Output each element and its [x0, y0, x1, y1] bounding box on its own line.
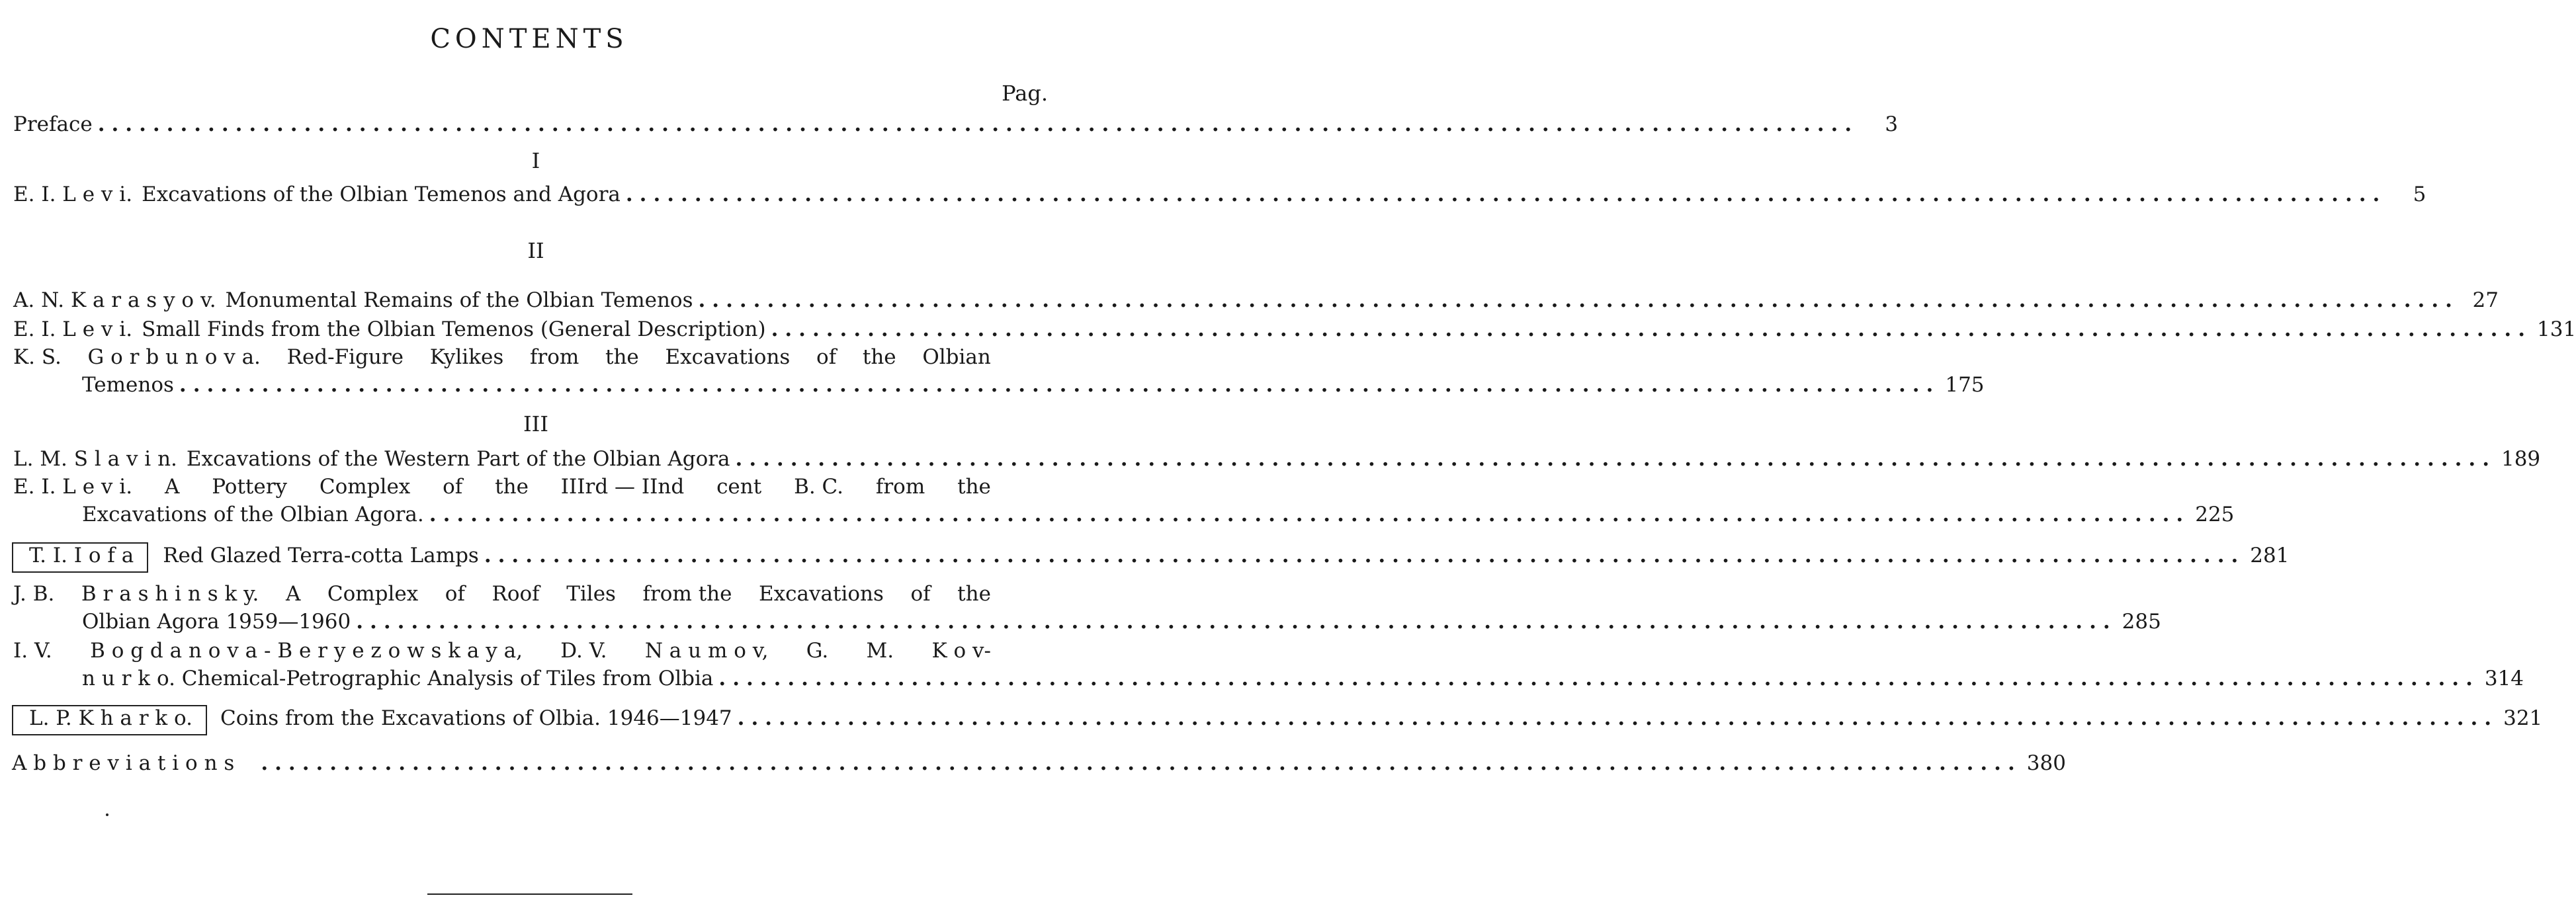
entry-word: the [957, 475, 991, 499]
entry-word: of [443, 475, 463, 499]
entry-title: Small Finds from the Olbian Temenos (General Description) [142, 317, 766, 341]
entry-word: cent [716, 475, 762, 499]
entry-word: Tiles [566, 582, 616, 606]
page-number: 321 [2503, 706, 2543, 730]
entry-word: M. [866, 639, 894, 663]
toc-entry-bogdanova-line1 [13, 639, 991, 663]
dot-leader: ................................................................................................................................ [771, 317, 2532, 341]
entry-word: of [445, 582, 465, 606]
page-number: 314 [2484, 667, 2524, 690]
entry-word: of [816, 345, 837, 369]
dot-leader: ................................................................................................................................ [261, 751, 2022, 775]
entry-word: J. B. [13, 582, 55, 606]
entry-author: A. N. K a r a s y o v. [13, 288, 216, 312]
entry-word: A [164, 475, 180, 499]
entry-author: E. I. L e v i. [13, 317, 133, 341]
entry-author-boxed: L. P. K h a r k o. [12, 705, 207, 735]
entry-word: Red-Figure [286, 345, 404, 369]
entry-word: N a u m o v, [644, 639, 769, 663]
entry-word: G. [806, 639, 829, 663]
toc-entry-kharko [13, 705, 2543, 739]
dot-leader: ................................................................................................................................ [484, 544, 2245, 567]
page-number: 281 [2250, 544, 2290, 567]
page-number: 189 [2501, 447, 2541, 471]
dot-leader: ................................................................................................................................ [356, 610, 2117, 634]
entry-word: G o r b u n o v a. [87, 345, 261, 369]
entry-author: E. I. L e v i. [13, 183, 133, 206]
entry-word: Excavations [665, 345, 791, 369]
entry-word: B r a s h i n s k y. [81, 582, 259, 606]
entry-word: the [605, 345, 639, 369]
page-number: 27 [2472, 288, 2499, 312]
entry-word: Complex [327, 582, 419, 606]
dot-leader: ................................................................................................................................ [429, 503, 2190, 526]
dot-leader: ................................................................................................................................ [698, 288, 2459, 312]
dot-leader: ................................................................................................................................ [179, 373, 1940, 397]
entry-word: of [910, 582, 931, 606]
page-column-header: Pag. [1002, 81, 1048, 106]
toc-entry-karasyov [13, 288, 2499, 319]
page-number: 225 [2195, 503, 2235, 526]
bottom-rule [427, 893, 632, 895]
print-speck [106, 813, 108, 816]
toc-entry-gorbunova-line1 [13, 345, 991, 369]
entry-word: Roof [492, 582, 540, 606]
page-number: 3 [1885, 112, 1899, 136]
section-heading-i: I [531, 148, 540, 173]
toc-entry-levi-small-finds [13, 317, 2576, 348]
entry-title: Coins from the Excavations of Olbia. 1946—1947 [220, 706, 732, 730]
entry-title: A b b r e v i a t i o n s [12, 751, 235, 775]
entry-word: Kylikes [429, 345, 504, 369]
entry-word: E. I. L e v i. [13, 475, 133, 499]
entry-word: from the [642, 582, 732, 606]
entry-word: from [529, 345, 580, 369]
page-number: 175 [1945, 373, 1985, 397]
page-number: 285 [2122, 610, 2161, 634]
dot-leader: ................................................................................................................................ [97, 112, 1859, 136]
entry-title: Excavations of the Olbian Temenos and Agora [142, 183, 621, 206]
toc-entry-iofa [13, 542, 2290, 577]
entry-word: B. C. [794, 475, 844, 499]
toc-entry-gorbunova-line2 [82, 373, 1985, 403]
entry-word: I. V. [13, 639, 52, 663]
entry-word: Pottery [212, 475, 288, 499]
entry-word: IIIrd — IInd [560, 475, 685, 499]
toc-entry-levi-pottery-line1 [13, 475, 991, 499]
dot-leader: ................................................................................................................................ [625, 183, 2387, 206]
entry-word: Olbian [922, 345, 991, 369]
page-title: CONTENTS [430, 24, 628, 54]
entry-word: K. S. [13, 345, 62, 369]
dot-leader: ................................................................................................................................ [735, 447, 2496, 471]
entry-word: the [957, 582, 991, 606]
entry-author-boxed: T. I. I o f a [12, 542, 148, 573]
entry-word: from [875, 475, 925, 499]
toc-entry-brashinsky-line1 [13, 582, 991, 606]
toc-entry-slavin [13, 447, 2541, 477]
entry-word: Complex [319, 475, 411, 499]
entry-author: L. M. S l a v i n. [13, 447, 177, 471]
toc-entry-levi-excavations [13, 183, 2426, 213]
entry-word: A [285, 582, 301, 606]
entry-word: B o g d a n o v a - B e r y e z o w s k a y a, [90, 639, 523, 663]
toc-entry-levi-pottery-line2 [82, 503, 2235, 533]
dot-leader: ................................................................................................................................ [737, 706, 2499, 730]
entry-word: the [862, 345, 896, 369]
entry-word: D. V. [560, 639, 607, 663]
entry-title: Excavations of the Olbian Agora. [82, 503, 424, 526]
entry-title: Temenos [82, 373, 174, 397]
entry-title: Olbian Agora 1959—1960 [82, 610, 351, 634]
entry-title: n u r k o. Chemical-Petrographic Analysis of Tiles from Olbia [82, 667, 714, 690]
entry-word: the [495, 475, 529, 499]
toc-entry-bogdanova-line2 [82, 667, 2524, 697]
page-number: 380 [2026, 751, 2066, 775]
entry-word: Excavations [759, 582, 884, 606]
entry-title: Monumental Remains of the Olbian Temenos [225, 288, 693, 312]
entry-title: Red Glazed Terra-cotta Lamps [163, 544, 479, 567]
page-number: 131 [2537, 317, 2576, 341]
toc-entry-brashinsky-line2 [82, 610, 2161, 640]
toc-entry-abbreviations [12, 751, 2066, 782]
toc-entry-preface [13, 112, 1899, 143]
entry-title: Excavations of the Western Part of the Olbian Agora [186, 447, 730, 471]
page-number: 5 [2413, 183, 2426, 206]
section-heading-iii: III [523, 411, 548, 436]
preface-label: Preface [13, 112, 93, 136]
dot-leader: ................................................................................................................................ [718, 667, 2479, 690]
entry-word: K o v- [931, 639, 991, 663]
section-heading-ii: II [527, 238, 544, 263]
